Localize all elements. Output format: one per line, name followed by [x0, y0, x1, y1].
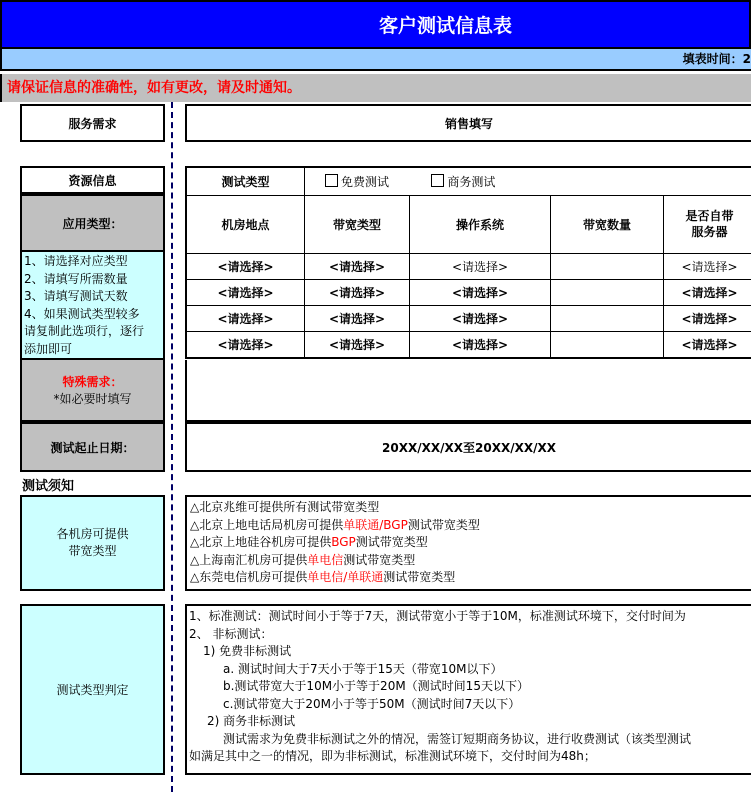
bandwidth-label-2: 带宽类型 [68, 544, 117, 558]
col-bandwidth-type: 带宽类型 [305, 195, 410, 253]
dashed-divider [171, 102, 173, 792]
judge-label: 测试类型判定 [20, 604, 165, 775]
resource-label: 资源信息 [20, 166, 165, 194]
special-input[interactable] [185, 360, 751, 422]
bandwidth-label-1: 各机房可提供 [56, 527, 129, 541]
accuracy-notice: 请保证信息的准确性，如有更改，请及时通知。 [0, 74, 751, 102]
bandwidth-label-box [20, 495, 165, 591]
select-room-4[interactable]: <请选择> [186, 331, 305, 358]
col-own-server: 是否自带 服务器 [664, 195, 751, 253]
judge-line: b.测试带宽大于10M小于等于20M（测试时间15天以下） [223, 679, 529, 693]
judge-line: 2、 非标测试： [189, 626, 273, 641]
bandwidth-lines [185, 495, 751, 591]
bw-line: △北京上地硅谷机房可提供BGP测试带宽类型 [190, 535, 428, 549]
instruction-line: 3、请填写测试天数 [24, 289, 128, 303]
select-os-1[interactable]: <请选择> [410, 253, 551, 279]
select-server-3[interactable]: <请选择> [664, 305, 751, 331]
select-room-3[interactable]: <请选择> [186, 305, 305, 331]
select-os-3[interactable]: <请选择> [410, 305, 551, 331]
business-test-label: 商务测试 [447, 174, 496, 189]
judge-line: 2) 商务非标测试 [207, 714, 296, 728]
instruction-line: 添加即可 [24, 341, 73, 356]
business-test-checkbox[interactable] [431, 175, 495, 189]
input-qty-3[interactable] [551, 305, 664, 331]
judge-line: 测试需求为免费非标测试之外的情况，需签订短期商务协议，进行收费测试（该类型测试 [223, 731, 692, 746]
bw-line: △上海南汇机房可提供单电信测试带宽类型 [190, 552, 416, 567]
col-room-location: 机房地点 [186, 195, 305, 253]
special-sub: *如必要时填写 [53, 392, 132, 406]
select-room-1[interactable]: <请选择> [186, 253, 305, 279]
page-title: 客户测试信息表 [0, 0, 751, 49]
instruction-line: 1、请选择对应类型 [24, 254, 128, 268]
select-server-1[interactable]: <请选择> [664, 253, 751, 279]
bw-line: △北京上地电话局机房可提供单联通/BGP测试带宽类型 [190, 517, 480, 532]
judge-line: 1) 免费非标测试 [203, 644, 292, 658]
select-bandwidth-1[interactable]: <请选择> [305, 253, 410, 279]
bw-line: △东莞电信机房可提供单电信/单联通测试带宽类型 [190, 570, 456, 584]
free-test-label: 免费测试 [341, 174, 390, 189]
select-server-4[interactable]: <请选择> [664, 331, 751, 358]
judge-line: 1、标准测试：测试时间小于等于7天，测试带宽小于等于10M，标准测试环境下，交付时间为 [189, 609, 686, 623]
select-os-4[interactable]: <请选择> [410, 331, 551, 358]
test-type-label: 测试类型 [186, 167, 305, 195]
resource-table [185, 166, 751, 359]
judge-line: c.测试带宽大于20M小于等于50M（测试时间7天以下） [223, 696, 521, 711]
input-qty-2[interactable] [551, 279, 664, 305]
instructions-box [20, 252, 165, 360]
bw-line: △北京兆维可提供所有测试带宽类型 [190, 500, 380, 514]
select-os-2[interactable]: <请选择> [410, 279, 551, 305]
fill-time-label: 填表时间：2 [0, 49, 751, 71]
judge-line: 如满足其中之一的情况，即为非标测试，标准测试环境下，交付时间为48h； [189, 749, 596, 763]
instruction-line: 请复制此选项行，逐行 [24, 324, 145, 338]
free-test-checkbox[interactable] [325, 175, 389, 189]
judge-lines [185, 604, 751, 775]
col-bandwidth-qty: 带宽数量 [551, 195, 664, 253]
instruction-line: 4、如果测试类型较多 [24, 306, 140, 321]
special-label-box [20, 360, 165, 422]
service-label: 服务需求 [20, 104, 165, 142]
col-os: 操作系统 [410, 195, 551, 253]
select-room-2[interactable]: <请选择> [186, 279, 305, 305]
input-qty-1[interactable] [551, 253, 664, 279]
dates-label: 测试起止日期： [20, 422, 165, 472]
dates-value[interactable]: 20XX/XX/XX至20XX/XX/XX [185, 422, 751, 472]
sales-fill-label: 销售填写 [185, 104, 751, 142]
checkbox-icon [325, 174, 338, 187]
notes-heading: 测试须知 [22, 479, 75, 494]
judge-line: a. 测试时间大于7天小于等于15天（带宽10M以下） [223, 661, 503, 676]
input-qty-4[interactable] [551, 331, 664, 358]
checkbox-icon [431, 174, 444, 187]
select-bandwidth-4[interactable]: <请选择> [305, 331, 410, 358]
instruction-line: 2、请填写所需数量 [24, 271, 128, 286]
select-server-2[interactable]: <请选择> [664, 279, 751, 305]
special-label: 特殊需求： [62, 375, 123, 389]
select-bandwidth-3[interactable]: <请选择> [305, 305, 410, 331]
select-bandwidth-2[interactable]: <请选择> [305, 279, 410, 305]
app-type-label: 应用类型： [20, 194, 165, 252]
